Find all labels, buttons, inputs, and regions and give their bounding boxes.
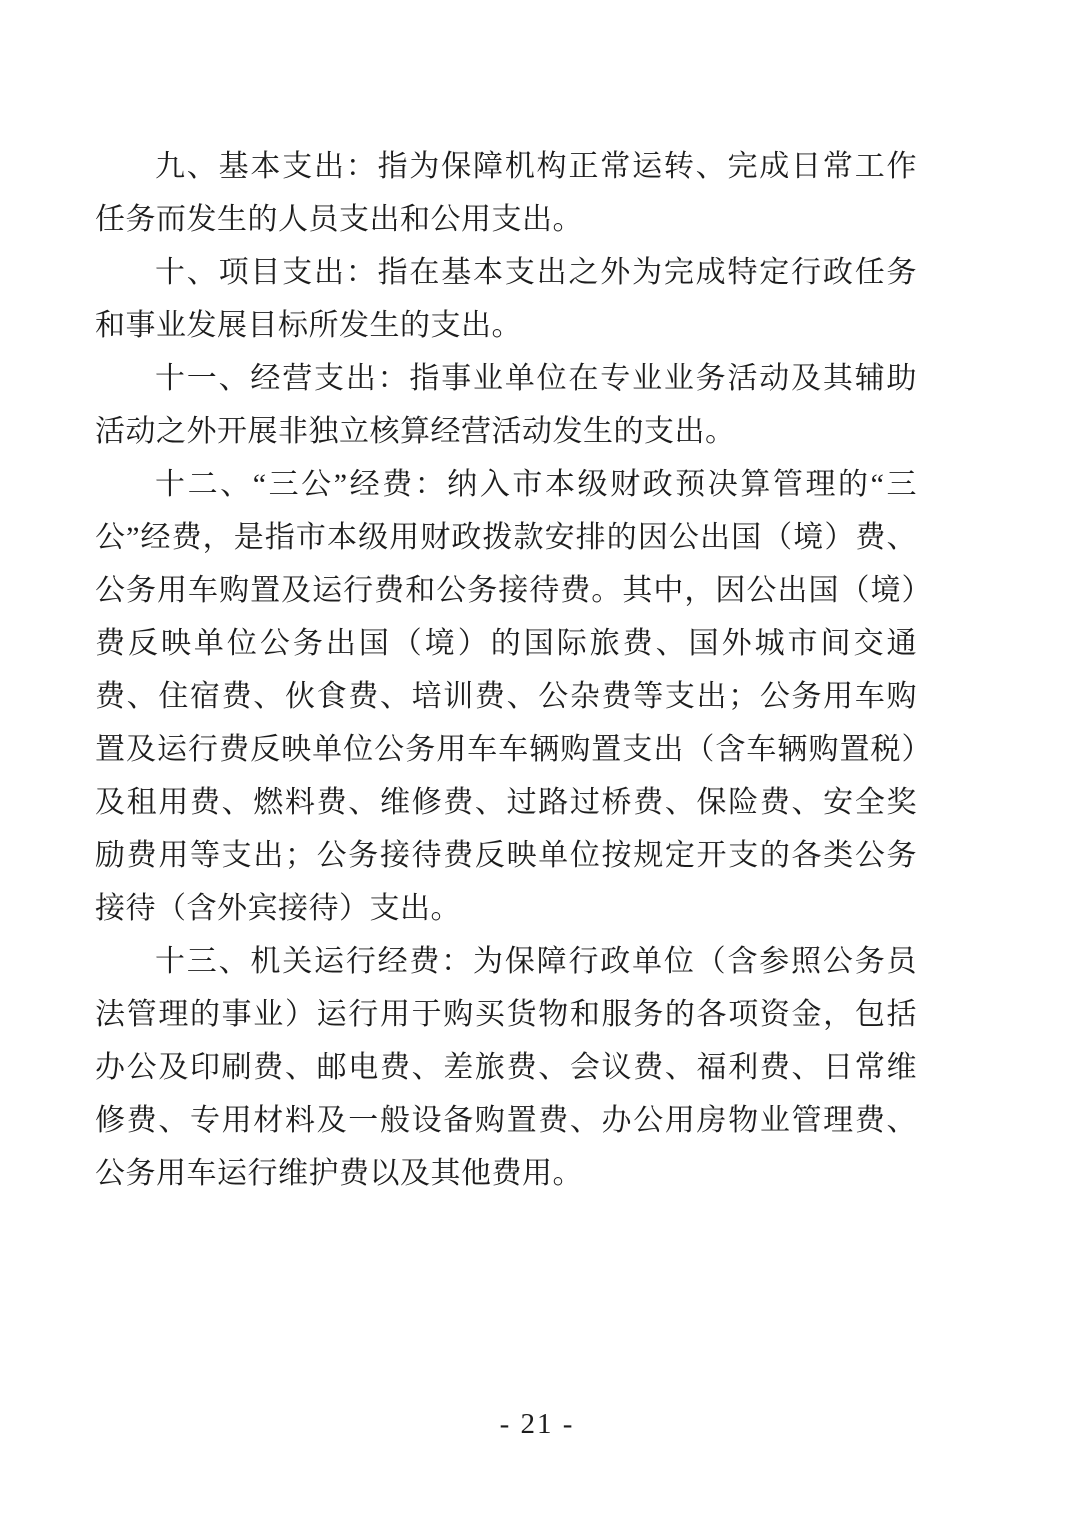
paragraph-project-expenditure: 十、项目支出：指在基本支出之外为完成特定行政任务和事业发展目标所发生的支出。 [95,256,917,342]
paragraph-agency-operating-funds: 十三、机关运行经费：为保障行政单位（含参照公务员法管理的事业）运行用于购买货物和服务的各项资金，包括办公及印刷费、邮电费、差旅费、会议费、福利费、日常维修费、专用材料及一般设备购置费、办公用房物业管理费、公务用车运行维护费以及其他费用。 [95,945,917,1190]
paragraph-basic-expenditure: 九、基本支出：指为保障机构正常运转、完成日常工作任务而发生的人员支出和公用支出。 [95,150,917,236]
paragraph-operating-expenditure: 十一、经营支出：指事业单位在专业业务活动及其辅助活动之外开展非独立核算经营活动发生的支出。 [95,362,917,448]
page-footer [0,1408,1074,1441]
paragraph-three-public-funds: 十二、“三公”经费：纳入市本级财政预决算管理的“三公”经费，是指市本级用财政拨款安排的因公出国（境）费、公务用车购置及运行费和公务接待费。其中，因公出国（境）费反映单位公务出国（境）的国际旅费、国外城市间交通费、住宿费、伙食费、培训费、公杂费等支出；公务用车购置及运行费反映单位公务用车车辆购置支出（含车辆购置税）及租用费、燃料费、维修费、过路过桥费、保险费、安全奖励费用等支出；公务接待费反映单位按规定开支的各类公务接待（含外宾接待）支出。 [95,468,917,925]
page-number: - 21 - [499,1408,575,1440]
document-body [95,140,917,1200]
